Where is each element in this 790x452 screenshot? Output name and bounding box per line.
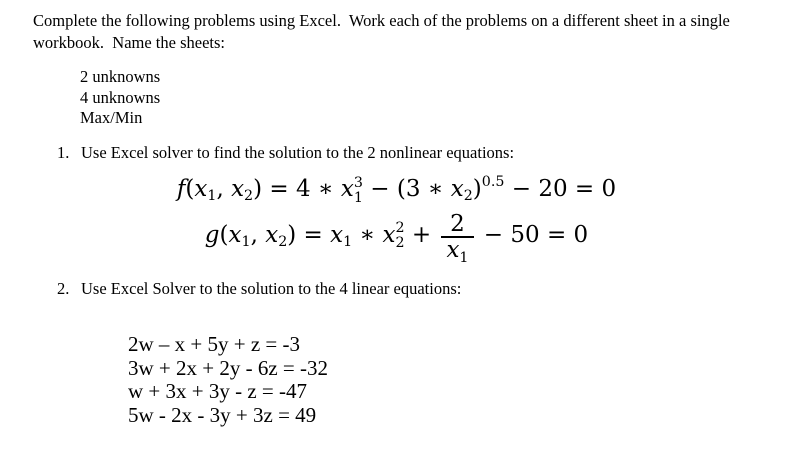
linear-equations-block bbox=[128, 333, 760, 427]
math-variable: x bbox=[446, 237, 460, 264]
math-variable: x bbox=[194, 175, 208, 202]
math-subscript: 2 bbox=[463, 188, 473, 205]
math-text: ) bbox=[472, 175, 482, 202]
intro-paragraph bbox=[33, 10, 760, 54]
sheet-name-max-min: Max/Min bbox=[80, 108, 143, 127]
sheet-name-list bbox=[80, 67, 760, 129]
math-subscript: 1 bbox=[353, 189, 363, 206]
math-variable: x bbox=[228, 221, 242, 248]
problem-2-number: 2. bbox=[57, 279, 70, 299]
equation-g bbox=[33, 210, 760, 267]
math-variable: x bbox=[265, 221, 279, 248]
linear-equation-2: 3w + 2x + 2y - 6z = -32 bbox=[128, 355, 329, 380]
math-fraction-denominator bbox=[441, 236, 473, 267]
nonlinear-equations-block bbox=[33, 172, 760, 267]
intro-line-1: Complete the following problems using Excel. Work each of the problems on a different sheet in a single bbox=[33, 11, 730, 30]
sheet-name-4-unknowns: 4 unknowns bbox=[80, 87, 161, 107]
math-variable: x bbox=[450, 175, 464, 202]
math-text: ) = bbox=[287, 221, 331, 248]
equation-f bbox=[33, 172, 760, 209]
math-variable: x bbox=[340, 175, 354, 202]
math-fraction-numerator: 2 bbox=[450, 210, 465, 237]
math-text: − (3 ∗ bbox=[362, 175, 451, 202]
math-variable: f bbox=[176, 175, 186, 202]
math-fraction bbox=[441, 210, 473, 267]
math-text: , bbox=[250, 221, 266, 248]
linear-equation-1: 2w – x + 5y + z = -3 bbox=[128, 332, 301, 357]
math-text: + bbox=[404, 221, 439, 248]
math-subscript: 2 bbox=[395, 235, 405, 252]
math-variable: x bbox=[330, 221, 344, 248]
math-variable: g bbox=[204, 221, 220, 248]
problem-1-number: 1. bbox=[57, 142, 70, 162]
math-sub-sup-stack bbox=[395, 221, 404, 251]
math-text: ∗ bbox=[352, 221, 383, 248]
math-subscript: 1 bbox=[343, 234, 353, 251]
math-superscript: 3 bbox=[353, 174, 363, 191]
problem-2-heading bbox=[57, 278, 760, 300]
math-subscript: 1 bbox=[241, 234, 251, 251]
math-text: − 20 = 0 bbox=[504, 175, 617, 202]
math-text: ( bbox=[185, 175, 195, 202]
math-subscript: 2 bbox=[278, 234, 288, 251]
math-variable: x bbox=[382, 221, 396, 248]
problem-2-text: Use Excel Solver to the solution to the 4 linear equations: bbox=[81, 279, 462, 299]
problem-1-text: Use Excel solver to find the solution to the 2 nonlinear equations: bbox=[81, 142, 515, 162]
linear-equation-3: w + 3x + 3y - z = -47 bbox=[128, 379, 308, 404]
math-subscript: 2 bbox=[244, 188, 254, 205]
math-variable: x bbox=[231, 175, 245, 202]
problem-1-heading bbox=[57, 142, 760, 164]
math-text: , bbox=[216, 175, 232, 202]
math-text: − 50 = 0 bbox=[476, 221, 589, 248]
sheet-name-2-unknowns: 2 unknowns bbox=[80, 67, 161, 86]
math-text: ) = 4 ∗ bbox=[253, 175, 341, 202]
math-superscript: 2 bbox=[395, 220, 405, 237]
math-sub-sup-stack bbox=[354, 176, 363, 206]
math-subscript: 1 bbox=[459, 250, 469, 267]
intro-line-2: workbook. Name the sheets: bbox=[33, 33, 225, 52]
linear-equation-4: 5w - 2x - 3y + 3z = 49 bbox=[128, 402, 317, 427]
math-text: ( bbox=[219, 221, 229, 248]
math-superscript: 0.5 bbox=[481, 174, 505, 191]
math-subscript: 1 bbox=[207, 188, 217, 205]
